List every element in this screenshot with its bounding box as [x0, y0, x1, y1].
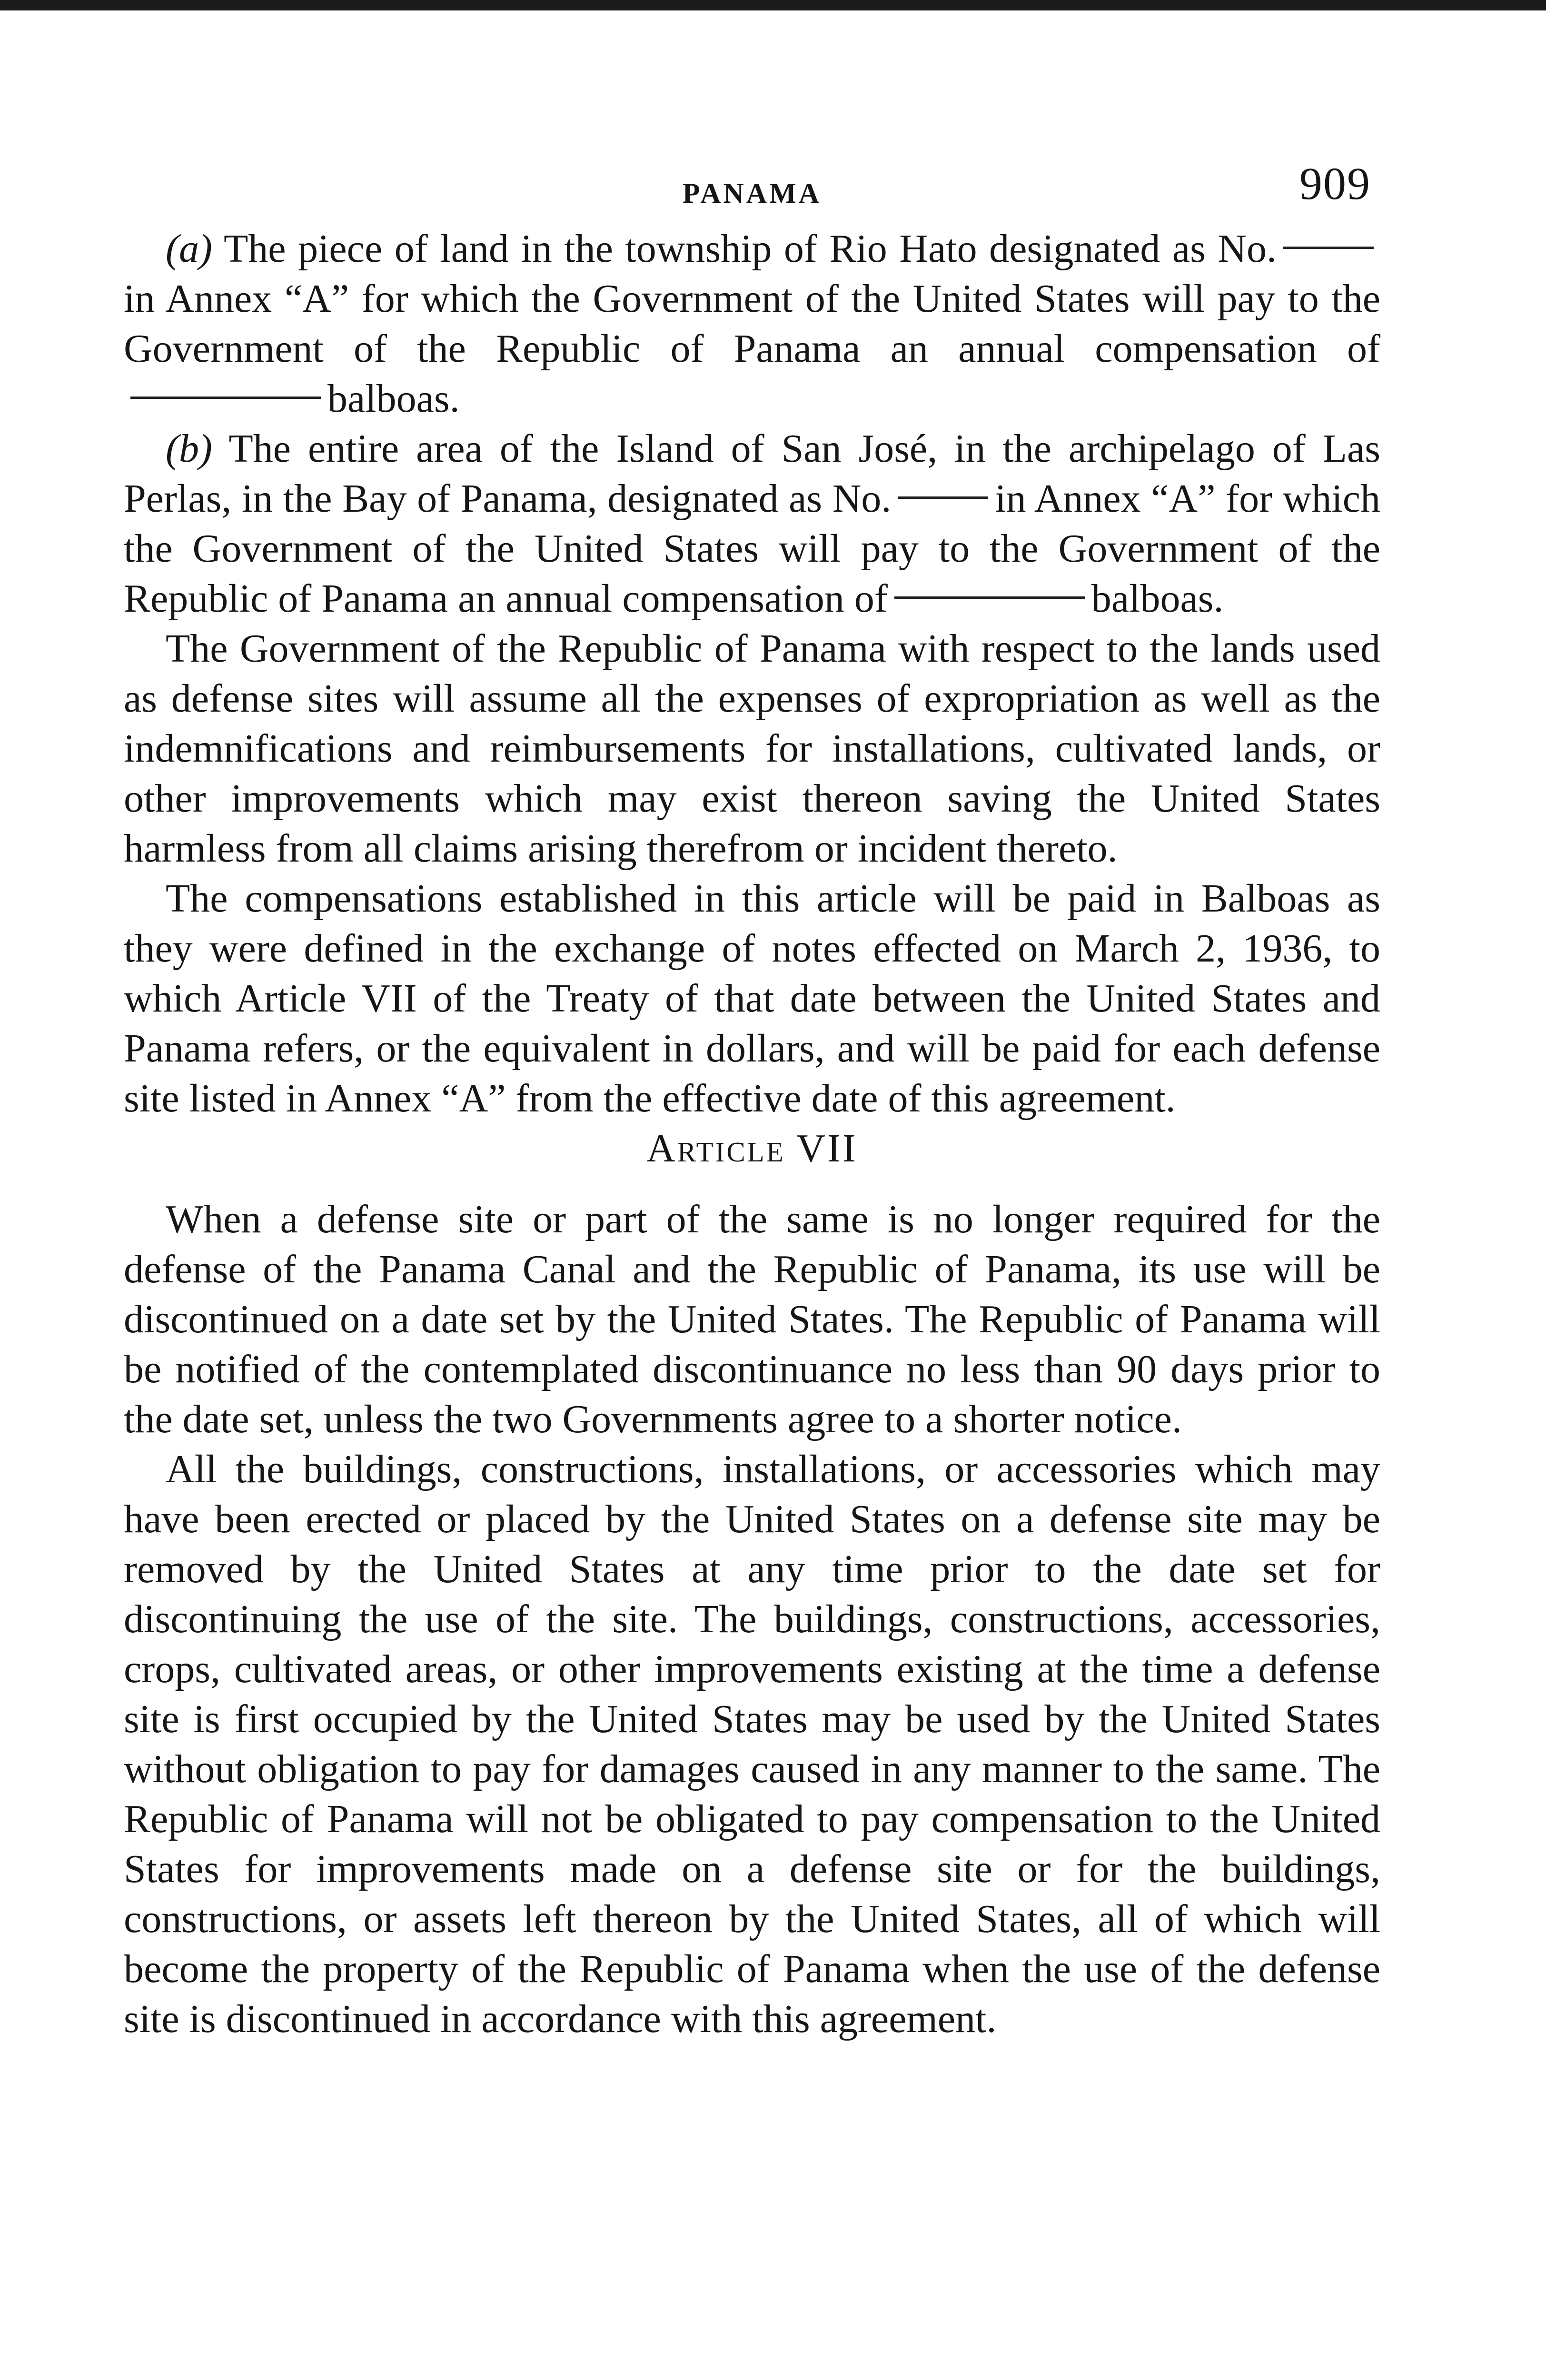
item-b-text-1: The entire area of the Island of San José, in the archipelago of Las Perlas, in the Bay of Panama, designated as No.: [124, 426, 1380, 521]
paragraph-item-b: [124, 424, 1380, 624]
article-heading: Article VII: [646, 1126, 858, 1170]
item-a-text-2: in Annex “A” for which the Government of the United States will pay to the Government of the Republic of Panama an annual compensation of: [124, 277, 1380, 371]
item-label-a: (a): [166, 227, 212, 271]
body-text: [124, 224, 1380, 2044]
blank-line: [1283, 247, 1374, 249]
running-head-title: PANAMA: [682, 178, 822, 209]
running-head: [124, 157, 1380, 224]
page-number: 909: [1299, 158, 1371, 209]
item-b-text-2: in Annex “A” for which the Government of the United States will pay to the Government of the Republic of Panama an annual compensation of: [124, 476, 1381, 621]
paragraph-expenses: The Government of the Republic of Panama with respect to the lands used as defense sites will assume all the expenses of expropriation as well as the indemnifications and reimbursements for installations, cultivated lands, or other improvements which may exist thereon saving the United States harmless from all claims arising therefrom or incident thereto.: [124, 626, 1380, 871]
blank-line: [898, 496, 988, 499]
paragraph-item-a: [124, 224, 1380, 424]
document-page: [124, 157, 1380, 2044]
paragraph-compensations: The compensations established in this article will be paid in Balboas as they were defined in the exchange of notes effected on March 2, 1936, to which Article VII of the Treaty of that date between the United States and Panama refers, or the equivalent in dollars, and will be paid for each defense site listed in Annex “A” from the effective date of this agreement.: [124, 876, 1380, 1121]
paragraph-buildings: All the buildings, constructions, installations, or accessories which may have been erected or placed by the United States on a defense site may be removed by the United States at any time prior to the date set for discontinuing the use of the site. The buildings, constructions, accessories, crops, cultivated areas, or other improvements existing at the time a defense site is first occupied by the United States may be used by the United States without obligation to pay for damages caused in any manner to the same. The Republic of Panama will not be obligated to pay compensation to the United States for improvements made on a defense site or for the buildings, constructions, or assets left thereon by the United States, all of which will become the property of the Republic of Panama when the use of the defense site is discontinued in accordance with this agreement.: [124, 1447, 1380, 2041]
item-label-b: (b): [166, 426, 212, 471]
blank-line: [130, 397, 321, 399]
item-b-text-3: balboas.: [1091, 576, 1224, 621]
item-a-text-1: The piece of land in the township of Rio Hato designated as No.: [212, 227, 1277, 271]
blank-line: [894, 596, 1085, 599]
paragraph-discontinued: When a defense site or part of the same is no longer required for the defense of the Panama Canal and the Republic of Panama, its use will be discontinued on a date set by the United States. The Republic of Panama will be notified of the contemplated discontinuance no less than 90 days prior to the date set, unless the two Governments agree to a shorter notice.: [124, 1197, 1380, 1441]
top-border: [0, 0, 1546, 10]
item-a-text-3: balboas.: [327, 377, 460, 421]
